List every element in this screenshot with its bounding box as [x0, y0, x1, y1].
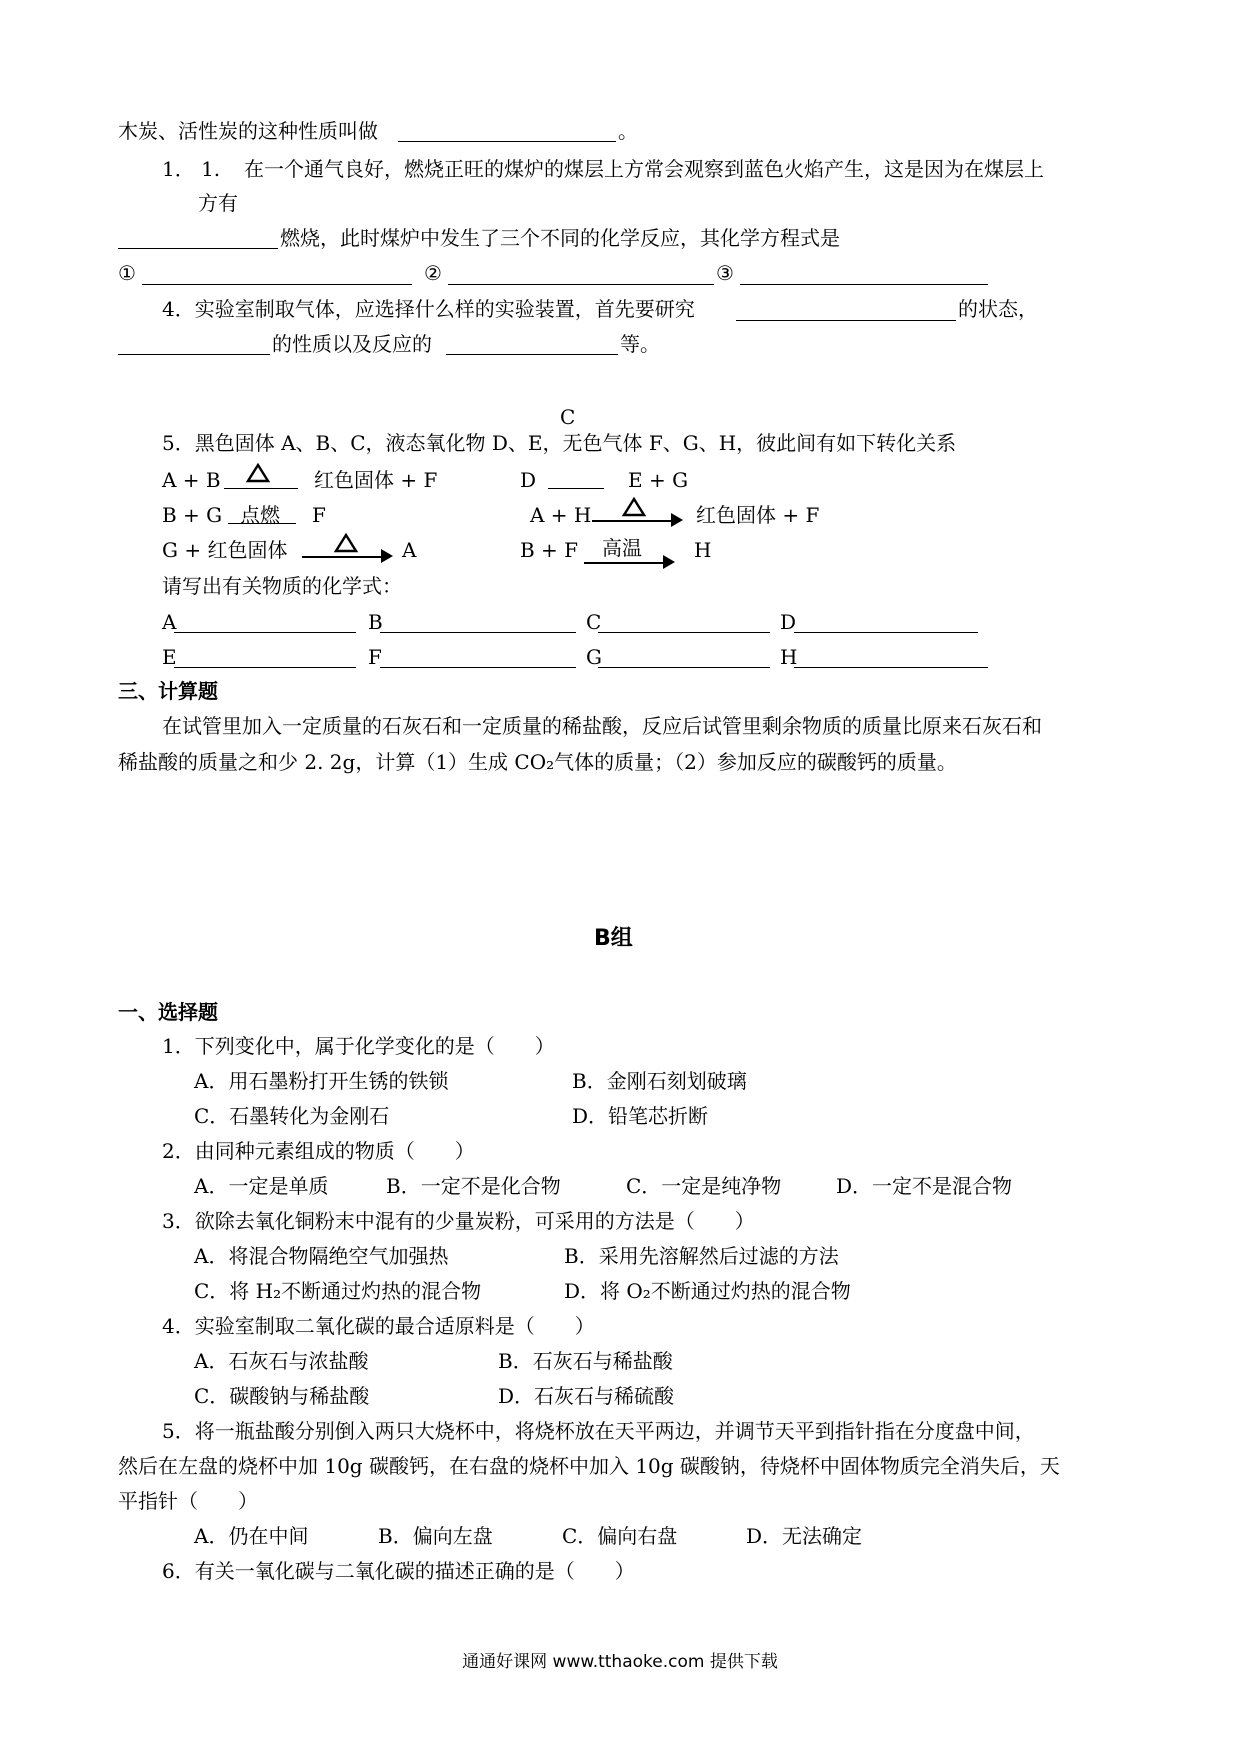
answer-blank[interactable] [398, 141, 616, 142]
option[interactable]: A．石灰石与浓盐酸 [194, 1349, 369, 1373]
question-text: 的性质以及反应的 [272, 332, 432, 356]
blank-label: F [368, 645, 382, 669]
question-text: 2．由同种元素组成的物质（ ） [162, 1139, 475, 1163]
option[interactable]: A．一定是单质 [194, 1174, 329, 1198]
question-text: 3．欲除去氧化铜粉末中混有的少量炭粉，可采用的方法是（ ） [162, 1209, 755, 1233]
blank-label: G [586, 645, 602, 669]
option[interactable]: D．将 O₂不断通过灼热的混合物 [564, 1279, 851, 1303]
question-text: 然后在左盘的烧杯中加 10g 碳酸钙，在右盘的烧杯中加入 10g 碳酸钠，待烧杯中固体物质完全消失后，天 [118, 1454, 1060, 1478]
question-text: 6．有关一氧化碳与二氧化碳的描述正确的是（ ） [162, 1559, 635, 1583]
answer-blank[interactable] [174, 632, 356, 633]
reaction-right: 红色固体 + F [696, 503, 820, 527]
option[interactable]: A．用石墨粉打开生锈的铁锁 [194, 1069, 449, 1093]
page-footer: 通通好课网 www.tthaoke.com 提供下载 [462, 1652, 778, 1672]
section-heading: 一、选择题 [118, 1000, 218, 1024]
question-text: 在一个通气良好，燃烧正旺的煤炉的煤层上方常会观察到蓝色火焰产生，这是因为在煤层上 [244, 157, 1044, 181]
option[interactable]: C．碳酸钠与稀盐酸 [194, 1384, 370, 1408]
answer-blank[interactable] [174, 667, 356, 668]
reaction-arrow [584, 562, 672, 564]
option[interactable]: C．偏向右盘 [562, 1524, 678, 1548]
option[interactable]: B．偏向左盘 [378, 1524, 493, 1548]
question-number: 1． 1. [162, 157, 221, 181]
question-text: 5．黑色固体 A、B、C，液态氧化物 D、E，无色气体 F、G、H，彼此间有如下转化关系 [162, 431, 957, 455]
reaction-right: F [312, 503, 326, 527]
blank-label: E [162, 645, 177, 669]
option[interactable]: C．石墨转化为金刚石 [194, 1104, 390, 1128]
instruction-text: 请写出有关物质的化学式： [162, 574, 402, 598]
question-text: 方有 [198, 191, 238, 215]
text-line: 木炭、活性炭的这种性质叫做 [118, 119, 378, 143]
question-text: 5．将一瓶盐酸分别倒入两只大烧杯中，将烧杯放在天平两边，并调节天平到指针指在分度盘中间， [162, 1419, 1035, 1443]
reaction-line [228, 523, 296, 524]
paragraph: 稀盐酸的质量之和少 2. 2g，计算（1）生成 CO₂气体的质量；（2）参加反应的碳酸钙的质量。 [118, 750, 957, 774]
answer-blank[interactable] [598, 632, 770, 633]
text-line: 。 [618, 119, 638, 143]
reaction-right: 红色固体 + F [314, 468, 438, 492]
reaction-condition: 高温 [602, 536, 642, 560]
option[interactable]: A．仍在中间 [194, 1524, 309, 1548]
reaction-line [548, 488, 604, 489]
section-heading: 三、计算题 [118, 679, 218, 703]
question-text: 的状态， [958, 297, 1038, 321]
reaction-left: G + 红色固体 [162, 538, 288, 562]
question-text: 等。 [620, 332, 660, 356]
option[interactable]: B．一定不是化合物 [386, 1174, 561, 1198]
answer-blank[interactable] [448, 284, 714, 285]
option[interactable]: D．石灰石与稀硫酸 [498, 1384, 675, 1408]
answer-blank[interactable] [380, 667, 576, 668]
answer-blank[interactable] [740, 284, 988, 285]
answer-blank[interactable] [446, 354, 618, 355]
paragraph: 在试管里加入一定质量的石灰石和一定质量的稀盐酸，反应后试管里剩余物质的质量比原来石灰石和 [162, 714, 1042, 738]
option[interactable]: C．将 H₂不断通过灼热的混合物 [194, 1279, 482, 1303]
question-text: 4．实验室制取气体，应选择什么样的实验装置，首先要研究 [162, 297, 695, 321]
blank-label: B [368, 610, 383, 634]
reaction-arrow [302, 556, 390, 558]
option[interactable]: B．石灰石与稀盐酸 [498, 1349, 673, 1373]
question-text: 燃烧，此时煤炉中发生了三个不同的化学反应，其化学方程式是 [280, 226, 840, 250]
answer-blank[interactable] [736, 320, 956, 321]
blank-label: H [780, 645, 798, 669]
reaction-line [224, 488, 298, 489]
blank-label: C [586, 610, 602, 634]
question-text: 1．下列变化中，属于化学变化的是（ ） [162, 1034, 555, 1058]
reaction-right: E + G [628, 468, 689, 492]
circled-number: ② [424, 261, 442, 285]
option[interactable]: D．铅笔芯折断 [572, 1104, 709, 1128]
answer-blank[interactable] [794, 667, 988, 668]
reaction-arrow [592, 520, 680, 522]
option[interactable]: D．一定不是混合物 [836, 1174, 1013, 1198]
reaction-condition: 点燃 [240, 503, 280, 527]
reaction-left: A + H [530, 503, 592, 527]
stray-label: C [560, 405, 576, 429]
blank-label: D [780, 610, 797, 634]
option[interactable]: B．采用先溶解然后过滤的方法 [564, 1244, 839, 1268]
blank-label: A [162, 610, 177, 634]
answer-blank[interactable] [118, 248, 278, 249]
answer-blank[interactable] [598, 667, 770, 668]
circled-number: ③ [716, 261, 734, 285]
question-text: 平指针（ ） [118, 1489, 258, 1513]
option[interactable]: A．将混合物隔绝空气加强热 [194, 1244, 449, 1268]
reaction-left: A + B [162, 468, 221, 492]
option[interactable]: D．无法确定 [746, 1524, 863, 1548]
reaction-right: H [694, 538, 712, 562]
reaction-left: D [520, 468, 537, 492]
group-title: B组 [594, 926, 633, 951]
option[interactable]: C．一定是纯净物 [626, 1174, 782, 1198]
reaction-right: A [402, 538, 417, 562]
answer-blank[interactable] [794, 632, 978, 633]
answer-blank[interactable] [142, 284, 412, 285]
answer-blank[interactable] [118, 354, 270, 355]
option[interactable]: B．金刚石刻划破璃 [572, 1069, 747, 1093]
question-text: 4．实验室制取二氧化碳的最合适原料是（ ） [162, 1314, 595, 1338]
reaction-left: B + F [520, 538, 579, 562]
circled-number: ① [118, 261, 136, 285]
reaction-left: B + G [162, 503, 223, 527]
answer-blank[interactable] [380, 632, 576, 633]
